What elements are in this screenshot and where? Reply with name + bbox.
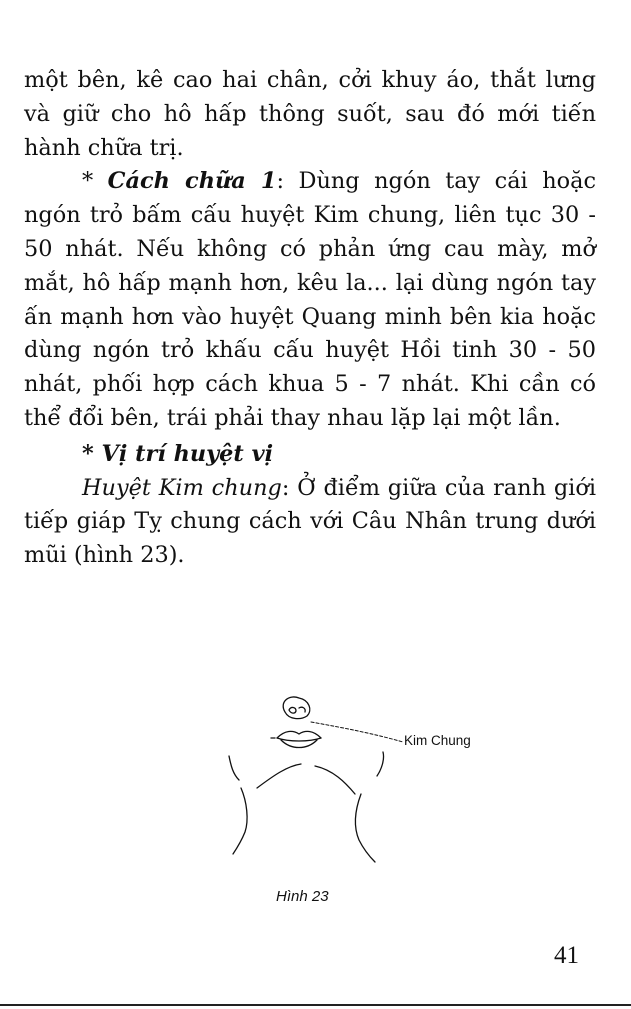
neck-left: [233, 788, 247, 854]
upper-lip: [277, 731, 321, 738]
face-drawing: [215, 690, 515, 870]
nose-outline: [283, 697, 310, 719]
paragraph-1: một bên, kê cao hai chân, cởi khuy áo, thắt lưng và giữ cho hô hấp thông suốt, sau đó mới tiến hành chữa trị.: [24, 67, 596, 161]
pointer-line: [311, 722, 403, 742]
treatment-text: : Dùng ngón tay cái hoặc ngón trỏ bấm cấu huyệt Kim chung, liên tục 30 - 50 nhát. Nếu không có phản ứng cau mày, mở mắt, hô hấp mạnh hơn, kêu la... lại dùng ngón tay ấn mạnh hơn vào huyệt Quang minh bên kia hoặc dùng ngón trỏ khấu cấu huyệt Hồi tinh 30 - 50 nhát, phối hợp cách khua 5 - 7 nhát. Khi cần có thể đổi bên, trái phải thay nhau lặp lại một lần.: [24, 168, 596, 431]
figure-label-kim-chung: Kim Chung: [404, 733, 471, 748]
nostril-left: [289, 707, 296, 713]
body-text: [24, 64, 596, 573]
page-bottom-border: [0, 1004, 631, 1006]
chin-line: [315, 766, 355, 794]
paragraph-2: [24, 165, 596, 435]
figure-face-illustration: [215, 690, 515, 870]
bullet: *: [82, 168, 108, 195]
jaw-line: [257, 764, 301, 788]
left-cheek: [229, 756, 239, 780]
neck-right: [355, 794, 375, 862]
section-heading-treatment: Cách chữa 1: [107, 168, 277, 195]
paragraph-4: [24, 472, 596, 573]
nostril-right: [299, 707, 305, 712]
mouth-line: [277, 738, 321, 741]
page-number: 41: [554, 942, 579, 969]
section-heading-location: * Vị trí huyệt vị: [82, 440, 274, 467]
right-cheek: [377, 752, 384, 776]
acupoint-term: Huyệt Kim chung: [82, 474, 282, 501]
location-text: : Ở điểm giữa của ranh giới tiếp giáp Tỵ chung cách với Câu Nhân trung dưới mũi (hình 23).: [24, 474, 596, 569]
figure-caption: Hình 23: [276, 888, 329, 905]
